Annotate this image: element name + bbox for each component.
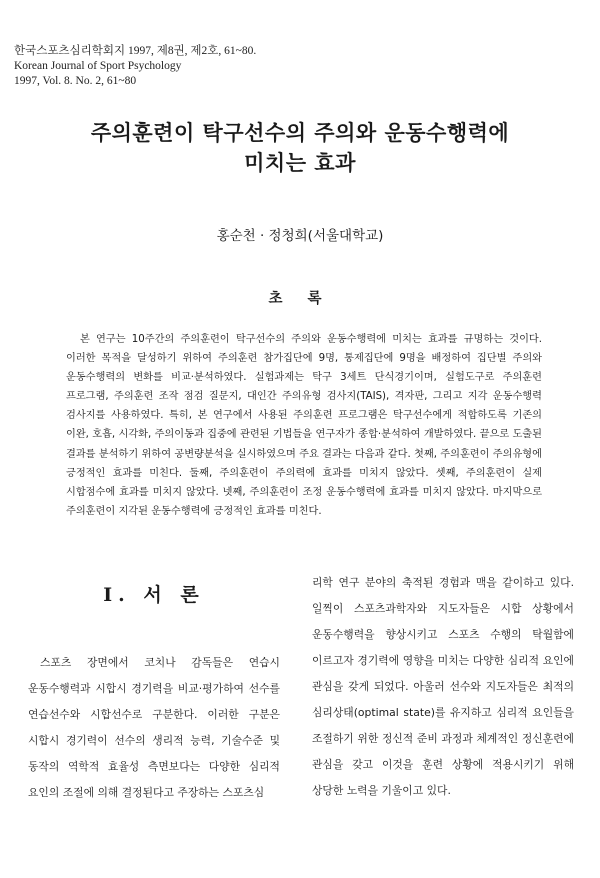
journal-info-english: Korean Journal of Sport Psychology	[14, 60, 182, 72]
journal-info-korean: 한국스포츠심리학회지 1997, 제8권, 제2호, 61~80.	[14, 45, 257, 57]
intro-paragraph-left: 스포츠 장면에서 코치나 감독들은 연습시 운동수행력과 시합시 경기력을 비교·평가하여 선수를 연습선수와 시합선수로 구분한다. 이러한 구분은 시합시 경기력이 선수의 생리적 능력, 기술수준 및 동작의 역학적 효율성 측면보다는 다양한 심리적 요인의 조절에 의해 결정된다고 주장하는 스포츠심	[28, 656, 280, 799]
abstract-heading: 초 록	[268, 291, 332, 307]
journal-info-volume: 1997, Vol. 8. No. 2, 61~80	[14, 75, 137, 87]
left-column	[28, 570, 280, 806]
section-heading: I. 서 론	[103, 584, 205, 606]
journal-info	[14, 44, 256, 89]
paper-title	[0, 118, 600, 178]
abstract-text: 본 연구는 10주간의 주의훈련이 탁구선수의 주의와 운동수행력에 미치는 효과를 규명하는 것이다. 이러한 목적을 달성하기 위하여 주의훈련 참가집단에 9명, 통제집단에 9명을 배정하여 집단별 주의와 운동수행력의 변화를 비교·분석하였다. 실험과제는 탁구 3세트 단식경기이며, 실험도구로 주의훈련 프로그램, 주의훈련 조작 점검 질문지, 대인간 주의유형 검사지(TAIS), 격자판, 그리고 지각 운동수행력 검사지를 사용하였다. 특히, 본 연구에서 사용된 주의훈련 프로그램은 탁구선수에게 적합하도록 기존의 이완, 호흡, 시각화, 주의이동과 집중에 관련된 기법들을 연구자가 종합·분석하여 개발하였다. 끝으로 도출된 결과를 분석하기 위하여 공변량분석을 실시하였으며 주요 결과는 다음과 같다. 첫째, 주의훈련이 주의유형에 긍정적인 효과를 미친다. 둘째, 주의훈련이 주의력에 효과를 미치지 않았다. 셋째, 주의훈련이 실제 시합점수에 효과를 미치지 않았다. 넷째, 주의훈련이 조정 운동수행력에 효과를 미치지 않았다. 마지막으로 주의훈련이 지각된 운동수행력에 긍정적인 효과를 미친다.	[66, 334, 542, 517]
right-column	[312, 570, 574, 804]
authors: 홍순천 · 정청희(서울대학교)	[216, 228, 384, 244]
paper-title-line2: 미치는 효과	[244, 151, 356, 175]
intro-paragraph-right: 리학 연구 분야의 축적된 경험과 맥을 같이하고 있다. 일찍이 스포츠과학자와 지도자들은 시합 상황에서 운동수행력을 향상시키고 스포츠 수행의 탁월함에 이르고자 경기력에 영향을 미치는 다양한 심리적 요인에 관심을 갖게 되었다. 아울러 선수와 지도자들은 최적의 심리상태(optimal state)를 유지하고 심리적 요인들을 조절하기 위한 정신적 준비 과정과 체계적인 정신훈련에 관심을 갖고 이것을 훈련 상황에 적용시키기 위해 상당한 노력을 기울이고 있다.	[312, 576, 574, 797]
paper-title-line1: 주의훈련이 탁구선수의 주의와 운동수행력에	[90, 121, 510, 145]
